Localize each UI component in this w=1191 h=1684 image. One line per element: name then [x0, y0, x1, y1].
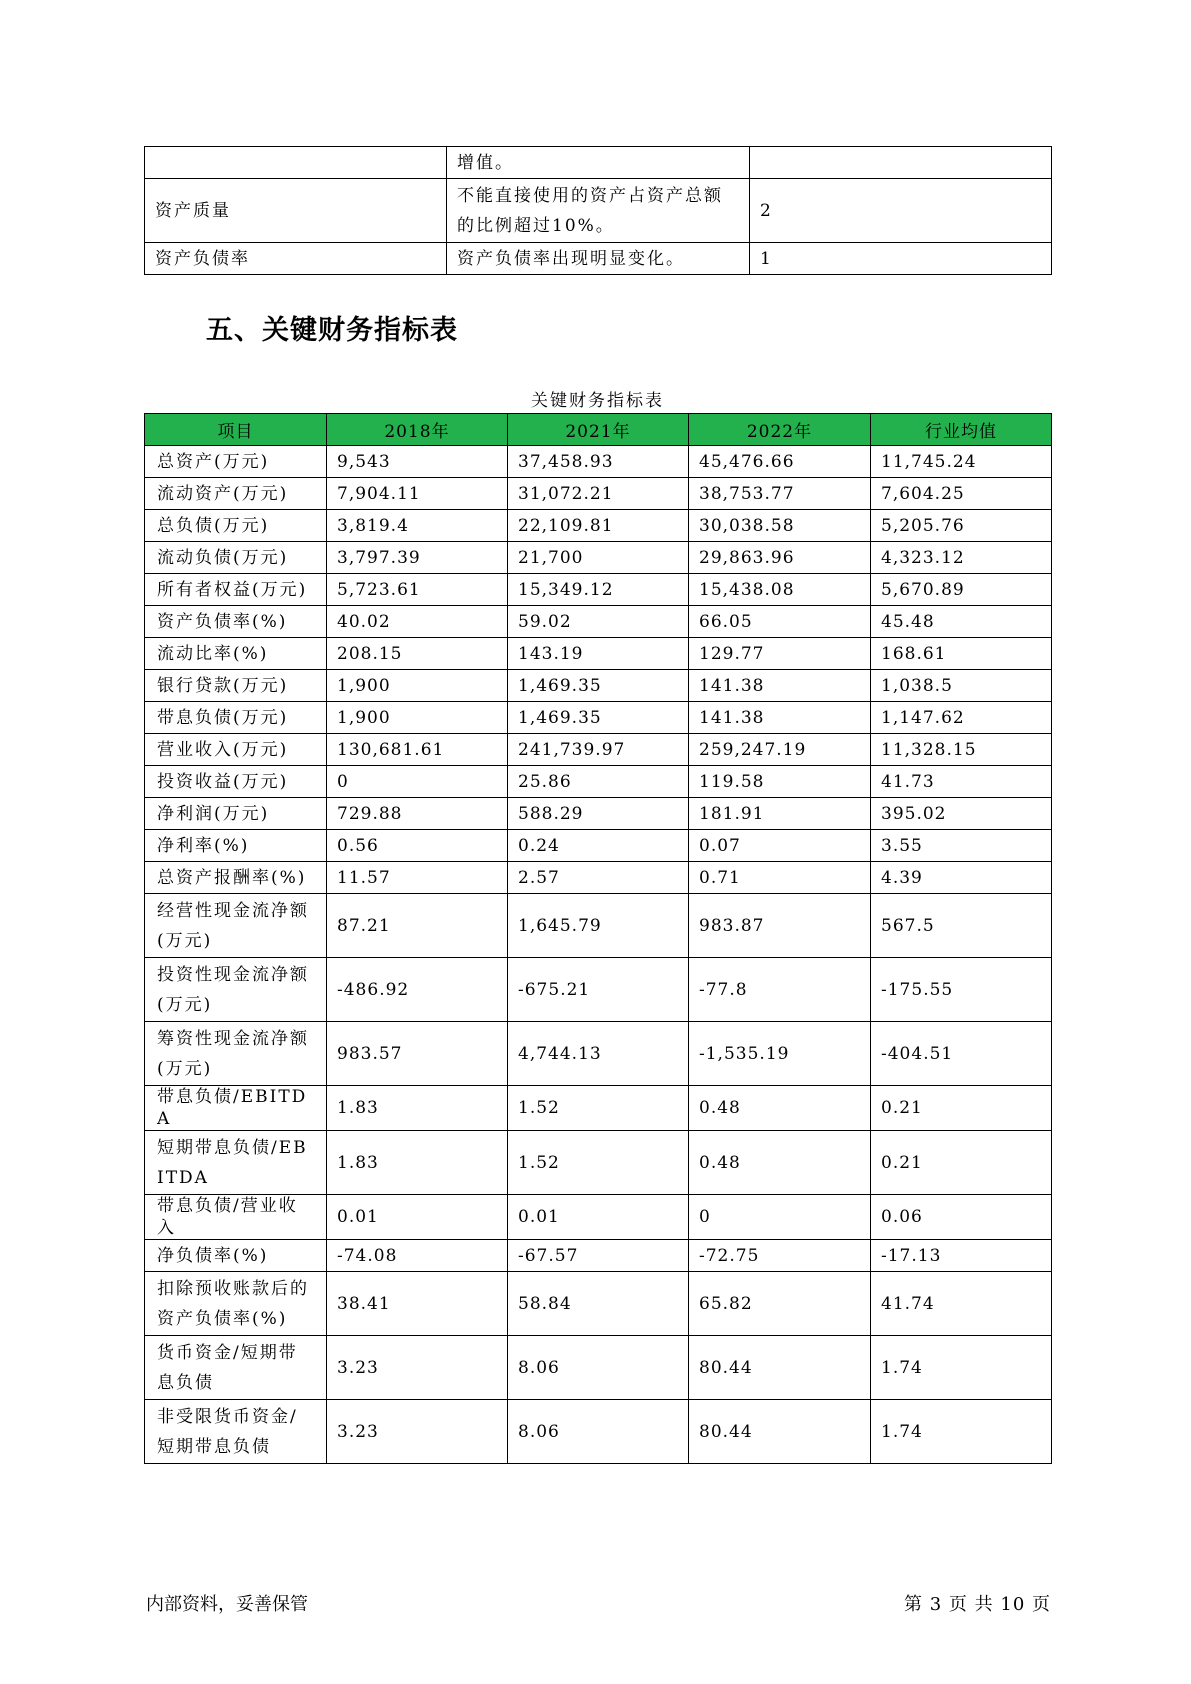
value-industry-average: 41.73	[871, 766, 1052, 798]
value-2021: 15,349.12	[508, 574, 689, 606]
table-row	[145, 958, 1052, 1022]
table-row	[145, 862, 1052, 894]
page-number: 第 3 页 共 10 页	[904, 1594, 1051, 1615]
column-header-2018: 2018年	[327, 414, 508, 446]
value-2018: 1,900	[327, 670, 508, 702]
criteria-condition: 不能直接使用的资产占资产总额的比例超过10%。	[447, 179, 750, 243]
table-row	[145, 542, 1052, 574]
value-2018: 3.23	[327, 1336, 508, 1400]
indicator-label: 经营性现金流净额(万元)	[145, 894, 327, 958]
value-2018: 3,797.39	[327, 542, 508, 574]
table-row	[145, 894, 1052, 958]
value-industry-average: -17.13	[871, 1240, 1052, 1272]
indicator-label: 资产负债率(%)	[145, 606, 327, 638]
value-2018: 130,681.61	[327, 734, 508, 766]
value-2018: -486.92	[327, 958, 508, 1022]
criteria-condition: 增值。	[447, 147, 750, 179]
risk-criteria-table	[144, 146, 1052, 275]
value-industry-average: 1,147.62	[871, 702, 1052, 734]
value-2021: 0.24	[508, 830, 689, 862]
column-header-item: 项目	[145, 414, 327, 446]
value-2021: 21,700	[508, 542, 689, 574]
value-2022: 129.77	[689, 638, 871, 670]
value-industry-average: 395.02	[871, 798, 1052, 830]
indicator-label: 净利率(%)	[145, 830, 327, 862]
value-2021: 8.06	[508, 1336, 689, 1400]
column-header-2022: 2022年	[689, 414, 871, 446]
value-2021: 1,645.79	[508, 894, 689, 958]
indicator-label: 扣除预收账款后的资产负债率(%)	[145, 1272, 327, 1336]
value-2021: 25.86	[508, 766, 689, 798]
value-2022: 141.38	[689, 702, 871, 734]
value-2021: 143.19	[508, 638, 689, 670]
criteria-rating: 2	[750, 179, 1052, 243]
column-header-2021: 2021年	[508, 414, 689, 446]
value-2018: 40.02	[327, 606, 508, 638]
value-industry-average: 5,205.76	[871, 510, 1052, 542]
value-2018: 7,904.11	[327, 478, 508, 510]
value-2022: 38,753.77	[689, 478, 871, 510]
value-2021: 0.01	[508, 1195, 689, 1240]
table-row	[145, 1131, 1052, 1195]
value-2021: 1,469.35	[508, 702, 689, 734]
table-row	[145, 1195, 1052, 1240]
value-2018: 1.83	[327, 1086, 508, 1131]
table-row	[145, 1272, 1052, 1336]
table-row	[145, 766, 1052, 798]
value-2021: 1.52	[508, 1131, 689, 1195]
table-row	[145, 1086, 1052, 1131]
value-2021: 22,109.81	[508, 510, 689, 542]
value-2021: 1.52	[508, 1086, 689, 1131]
table-row	[145, 179, 1052, 243]
value-2018: 5,723.61	[327, 574, 508, 606]
table-row	[145, 478, 1052, 510]
value-2021: 58.84	[508, 1272, 689, 1336]
value-industry-average: 1,038.5	[871, 670, 1052, 702]
value-2018: 729.88	[327, 798, 508, 830]
value-2018: 0	[327, 766, 508, 798]
value-industry-average: 4.39	[871, 862, 1052, 894]
value-2022: 65.82	[689, 1272, 871, 1336]
value-2021: 37,458.93	[508, 446, 689, 478]
value-industry-average: 4,323.12	[871, 542, 1052, 574]
value-2022: 45,476.66	[689, 446, 871, 478]
table-row	[145, 510, 1052, 542]
value-industry-average: 0.06	[871, 1195, 1052, 1240]
value-2022: 0.07	[689, 830, 871, 862]
indicator-label: 带息负债/EBITDA	[145, 1086, 327, 1131]
value-industry-average: 1.74	[871, 1400, 1052, 1464]
indicator-label: 短期带息负债/EBITDA	[145, 1131, 327, 1195]
value-industry-average: 41.74	[871, 1272, 1052, 1336]
value-industry-average: 168.61	[871, 638, 1052, 670]
indicator-label: 投资收益(万元)	[145, 766, 327, 798]
indicator-label: 净负债率(%)	[145, 1240, 327, 1272]
value-2022: 66.05	[689, 606, 871, 638]
indicator-label: 总资产(万元)	[145, 446, 327, 478]
table-row	[145, 1336, 1052, 1400]
value-2022: 983.87	[689, 894, 871, 958]
table-row	[145, 798, 1052, 830]
value-2022: 80.44	[689, 1400, 871, 1464]
indicator-label: 所有者权益(万元)	[145, 574, 327, 606]
criteria-rating	[750, 147, 1052, 179]
indicator-label: 净利润(万元)	[145, 798, 327, 830]
section-heading: 五、关键财务指标表	[206, 315, 458, 346]
value-2022: 0.48	[689, 1131, 871, 1195]
value-2022: 15,438.08	[689, 574, 871, 606]
value-2021: 241,739.97	[508, 734, 689, 766]
value-2018: 983.57	[327, 1022, 508, 1086]
table-row	[145, 1022, 1052, 1086]
table-header-row	[145, 414, 1052, 446]
indicator-label: 流动资产(万元)	[145, 478, 327, 510]
indicator-label: 流动比率(%)	[145, 638, 327, 670]
table-row	[145, 702, 1052, 734]
value-2018: 1,900	[327, 702, 508, 734]
value-industry-average: 1.74	[871, 1336, 1052, 1400]
value-2022: 80.44	[689, 1336, 871, 1400]
value-2022: 30,038.58	[689, 510, 871, 542]
value-2022: 0.71	[689, 862, 871, 894]
table-row	[145, 734, 1052, 766]
value-2021: 588.29	[508, 798, 689, 830]
value-2021: 1,469.35	[508, 670, 689, 702]
value-2018: 1.83	[327, 1131, 508, 1195]
value-2022: -72.75	[689, 1240, 871, 1272]
table-row	[145, 574, 1052, 606]
table-row	[145, 243, 1052, 275]
indicator-label: 非受限货币资金/短期带息负债	[145, 1400, 327, 1464]
value-2022: 141.38	[689, 670, 871, 702]
confidentiality-note: 内部资料，妥善保管	[146, 1594, 308, 1615]
value-2021: 4,744.13	[508, 1022, 689, 1086]
criteria-item	[145, 147, 447, 179]
value-2021: 2.57	[508, 862, 689, 894]
indicator-label: 带息负债/营业收入	[145, 1195, 327, 1240]
value-2018: 9,543	[327, 446, 508, 478]
indicator-label: 总负债(万元)	[145, 510, 327, 542]
indicator-label: 营业收入(万元)	[145, 734, 327, 766]
indicator-label: 筹资性现金流净额(万元)	[145, 1022, 327, 1086]
value-2022: 119.58	[689, 766, 871, 798]
criteria-condition: 资产负债率出现明显变化。	[447, 243, 750, 275]
value-2018: 0.56	[327, 830, 508, 862]
value-2022: 259,247.19	[689, 734, 871, 766]
indicator-label: 总资产报酬率(%)	[145, 862, 327, 894]
table-row	[145, 638, 1052, 670]
value-2022: -1,535.19	[689, 1022, 871, 1086]
value-2018: 0.01	[327, 1195, 508, 1240]
value-industry-average: 7,604.25	[871, 478, 1052, 510]
indicator-label: 货币资金/短期带息负债	[145, 1336, 327, 1400]
value-2021: 8.06	[508, 1400, 689, 1464]
value-2021: -675.21	[508, 958, 689, 1022]
value-2022: 0	[689, 1195, 871, 1240]
value-2022: 29,863.96	[689, 542, 871, 574]
table-row	[145, 1240, 1052, 1272]
table-row	[145, 1400, 1052, 1464]
value-2018: 11.57	[327, 862, 508, 894]
column-header-industry-average: 行业均值	[871, 414, 1052, 446]
table-row	[145, 446, 1052, 478]
value-2018: 87.21	[327, 894, 508, 958]
value-2018: -74.08	[327, 1240, 508, 1272]
value-2022: 0.48	[689, 1086, 871, 1131]
table-row	[145, 670, 1052, 702]
indicator-label: 流动负债(万元)	[145, 542, 327, 574]
indicator-label: 带息负债(万元)	[145, 702, 327, 734]
value-2021: -67.57	[508, 1240, 689, 1272]
value-industry-average: 11,328.15	[871, 734, 1052, 766]
value-industry-average: 0.21	[871, 1131, 1052, 1195]
value-industry-average: 45.48	[871, 606, 1052, 638]
indicator-label: 投资性现金流净额(万元)	[145, 958, 327, 1022]
table-caption: 关键财务指标表	[531, 391, 664, 411]
value-industry-average: -175.55	[871, 958, 1052, 1022]
table-body	[145, 446, 1052, 1464]
criteria-item: 资产负债率	[145, 243, 447, 275]
value-industry-average: 5,670.89	[871, 574, 1052, 606]
table-row	[145, 606, 1052, 638]
value-industry-average: 11,745.24	[871, 446, 1052, 478]
table-row	[145, 830, 1052, 862]
value-industry-average: -404.51	[871, 1022, 1052, 1086]
value-industry-average: 0.21	[871, 1086, 1052, 1131]
value-industry-average: 567.5	[871, 894, 1052, 958]
value-industry-average: 3.55	[871, 830, 1052, 862]
criteria-rating: 1	[750, 243, 1052, 275]
value-2018: 3.23	[327, 1400, 508, 1464]
table-row	[145, 147, 1052, 179]
key-financial-indicators-table	[144, 413, 1052, 1464]
value-2018: 38.41	[327, 1272, 508, 1336]
value-2022: 181.91	[689, 798, 871, 830]
value-2018: 208.15	[327, 638, 508, 670]
value-2021: 31,072.21	[508, 478, 689, 510]
criteria-item: 资产质量	[145, 179, 447, 243]
value-2018: 3,819.4	[327, 510, 508, 542]
value-2021: 59.02	[508, 606, 689, 638]
value-2022: -77.8	[689, 958, 871, 1022]
indicator-label: 银行贷款(万元)	[145, 670, 327, 702]
